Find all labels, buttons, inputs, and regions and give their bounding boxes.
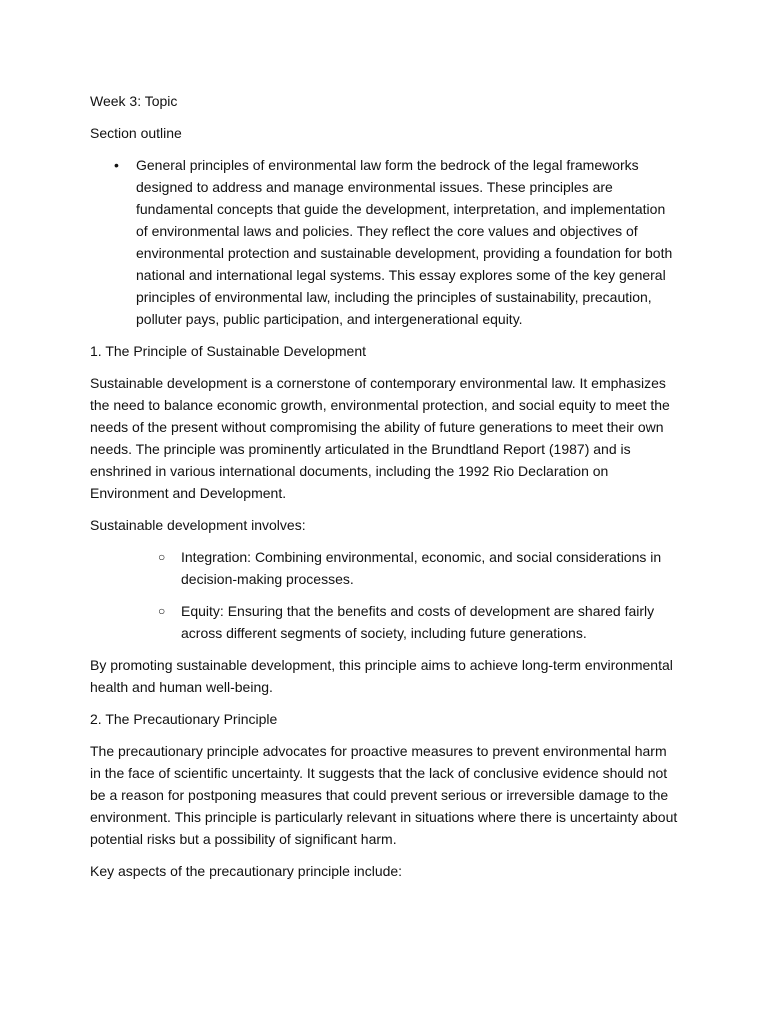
list-item [90,154,680,330]
bullet-circle-icon: ○ [158,604,166,618]
section1-paragraph: Sustainable development is a cornerstone of contemporary environmental law. It emphasizes the need to balance economic growth, environmental protection, and social equity to meet the needs of the present without compromising the ability of future generations to meet their own needs. The principle was prominently articulated in the Brundtland Report (1987) and is enshrined in various international documents, including the 1992 Rio Declaration on Environment and Development. [90,375,670,501]
section-outline-heading: Section outline [90,125,182,141]
intro-bullet-list [90,154,680,330]
sub-item-text: Equity: Ensuring that the benefits and costs of development are shared fairly across different segments of society, including future generations. [181,603,655,641]
section1-heading: 1. The Principle of Sustainable Development [90,343,367,359]
list-item [90,546,680,590]
week-title: Week 3: Topic [90,93,178,109]
sub-item-text: Integration: Combining environmental, economic, and social considerations in decision-making processes. [181,549,662,587]
list-item [90,600,680,644]
document-page [90,90,680,892]
section2-key-aspects: Key aspects of the precautionary principle include: [90,863,403,879]
section1-sub-list [90,546,680,644]
section2-heading: 2. The Precautionary Principle [90,711,278,727]
section1-closing: By promoting sustainable development, this principle aims to achieve long-term environmental health and human well-being. [90,657,673,695]
bullet-dot-icon: • [114,157,119,173]
section1-involves: Sustainable development involves: [90,517,306,533]
bullet-circle-icon: ○ [158,550,166,564]
section2-paragraph: The precautionary principle advocates for proactive measures to prevent environmental harm in the face of scientific uncertainty. It suggests that the lack of conclusive evidence should not be a reason for postponing measures that could prevent serious or irreversible damage to the environment. This principle is particularly relevant in situations where there is uncertainty about potential risks but a possibility of significant harm. [90,743,678,847]
intro-bullet-text: General principles of environmental law form the bedrock of the legal frameworks designed to address and manage environmental issues. These principles are fundamental concepts that guide the development, interpretation, and implementation of environmental laws and policies. They reflect the core values and objectives of environmental protection and sustainable development, providing a foundation for both national and international legal systems. This essay explores some of the key general principles of environmental law, including the principles of sustainability, precaution, polluter pays, public participation, and intergenerational equity. [136,157,673,327]
